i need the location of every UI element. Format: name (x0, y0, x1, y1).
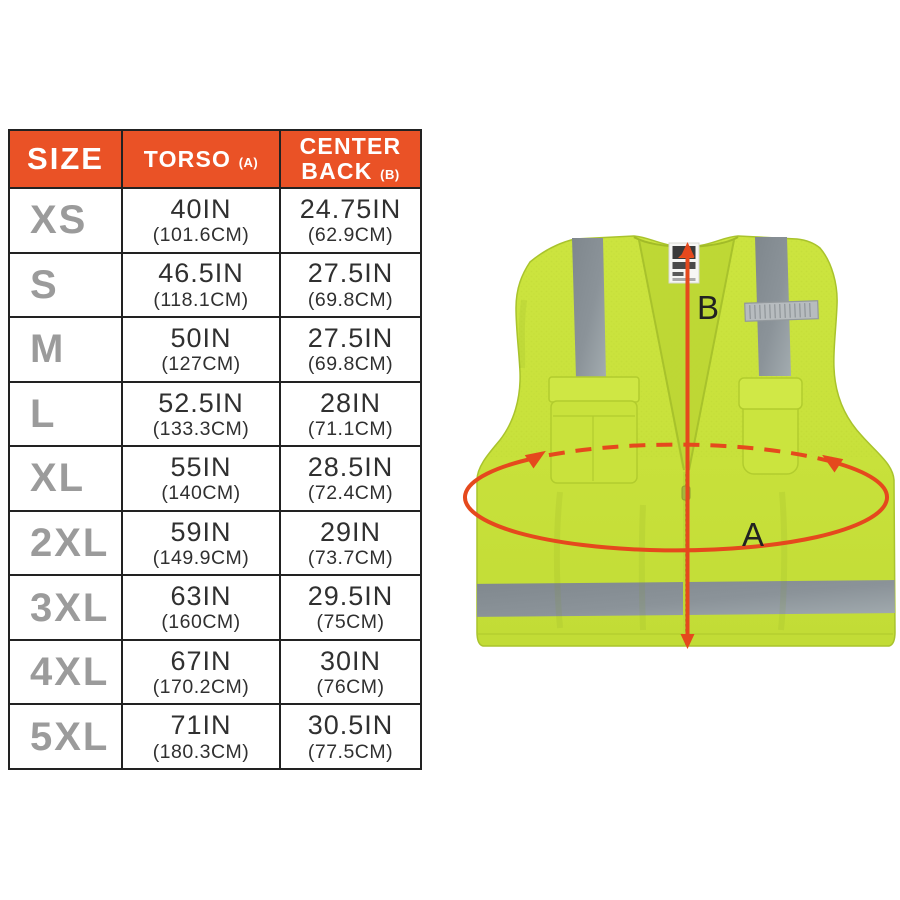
size-value: 3XL (30, 585, 110, 630)
reflective-stripe-left (572, 238, 606, 378)
torso-centimeters: (133.3CM) (152, 417, 250, 440)
torso-centimeters: (101.6CM) (152, 224, 250, 247)
center-back-centimeters: (71.1CM) (307, 417, 394, 440)
center-back-centimeters: (77.5CM) (307, 740, 394, 763)
torso-inches: 63IN (170, 581, 232, 612)
radio-pocket-right (739, 378, 802, 474)
torso-inches: 71IN (170, 710, 232, 741)
center-back-centimeters: (76CM) (316, 676, 385, 698)
center-back-centimeters: (69.8CM) (307, 353, 394, 376)
torso-inches: 46.5IN (158, 258, 244, 289)
column-header-center-label: CENTER (299, 133, 402, 160)
column-header-torso-sub: (A) (238, 154, 259, 170)
center-back-inches: 24.75IN (299, 193, 402, 224)
center-back-inches: 27.5IN (307, 258, 394, 289)
center-back-inches: 27.5IN (307, 323, 394, 354)
label-center-back-B: B (697, 289, 720, 326)
torso-centimeters: (149.9CM) (152, 546, 250, 569)
brand-tag (669, 243, 699, 283)
torso-inches: 52.5IN (158, 387, 244, 418)
center-back-inches: 30.5IN (307, 710, 394, 741)
size-value: 4XL (30, 650, 110, 695)
size-value: 2XL (30, 521, 110, 565)
center-back-inches: 29.5IN (307, 581, 394, 612)
torso-inches: 55IN (170, 452, 232, 483)
center-back-centimeters: (69.8CM) (307, 288, 394, 311)
label-torso-A: A (742, 516, 765, 553)
center-back-inches: 30IN (319, 645, 382, 676)
torso-inches: 40IN (170, 193, 232, 224)
center-back-inches: 28.5IN (307, 452, 394, 483)
torso-centimeters: (140CM) (161, 482, 241, 505)
center-back-centimeters: (72.4CM) (307, 482, 394, 505)
column-header-back-label: BACK (301, 158, 373, 184)
center-back-centimeters: (75CM) (316, 611, 385, 634)
chest-pocket-left (549, 377, 639, 483)
column-header-torso-label: TORSO (143, 145, 232, 172)
torso-centimeters: (160CM) (161, 611, 241, 634)
size-value: XS (30, 198, 88, 243)
torso-inches: 59IN (170, 516, 232, 547)
size-value: S (30, 262, 59, 307)
torso-centimeters: (118.1CM) (153, 288, 249, 311)
badge-holder-strip (745, 301, 819, 322)
size-value: XL (30, 456, 86, 501)
size-value: L (30, 391, 57, 436)
torso-centimeters: (180.3CM) (152, 740, 250, 763)
center-back-inches: 29IN (319, 516, 382, 547)
center-back-centimeters: (73.7CM) (307, 546, 394, 569)
torso-inches: 67IN (170, 645, 232, 676)
center-back-centimeters: (62.9CM) (307, 224, 394, 247)
vest-illustration (470, 232, 900, 646)
torso-centimeters: (127CM) (161, 353, 241, 376)
column-header-size-label: SIZE (27, 141, 104, 177)
torso-inches: 50IN (170, 323, 232, 354)
size-value: 5XL (30, 714, 110, 759)
torso-centimeters: (170.2CM) (152, 676, 250, 698)
center-back-inches: 28IN (319, 387, 382, 418)
size-value: M (30, 327, 66, 372)
column-header-back-sub: (B) (380, 167, 400, 182)
